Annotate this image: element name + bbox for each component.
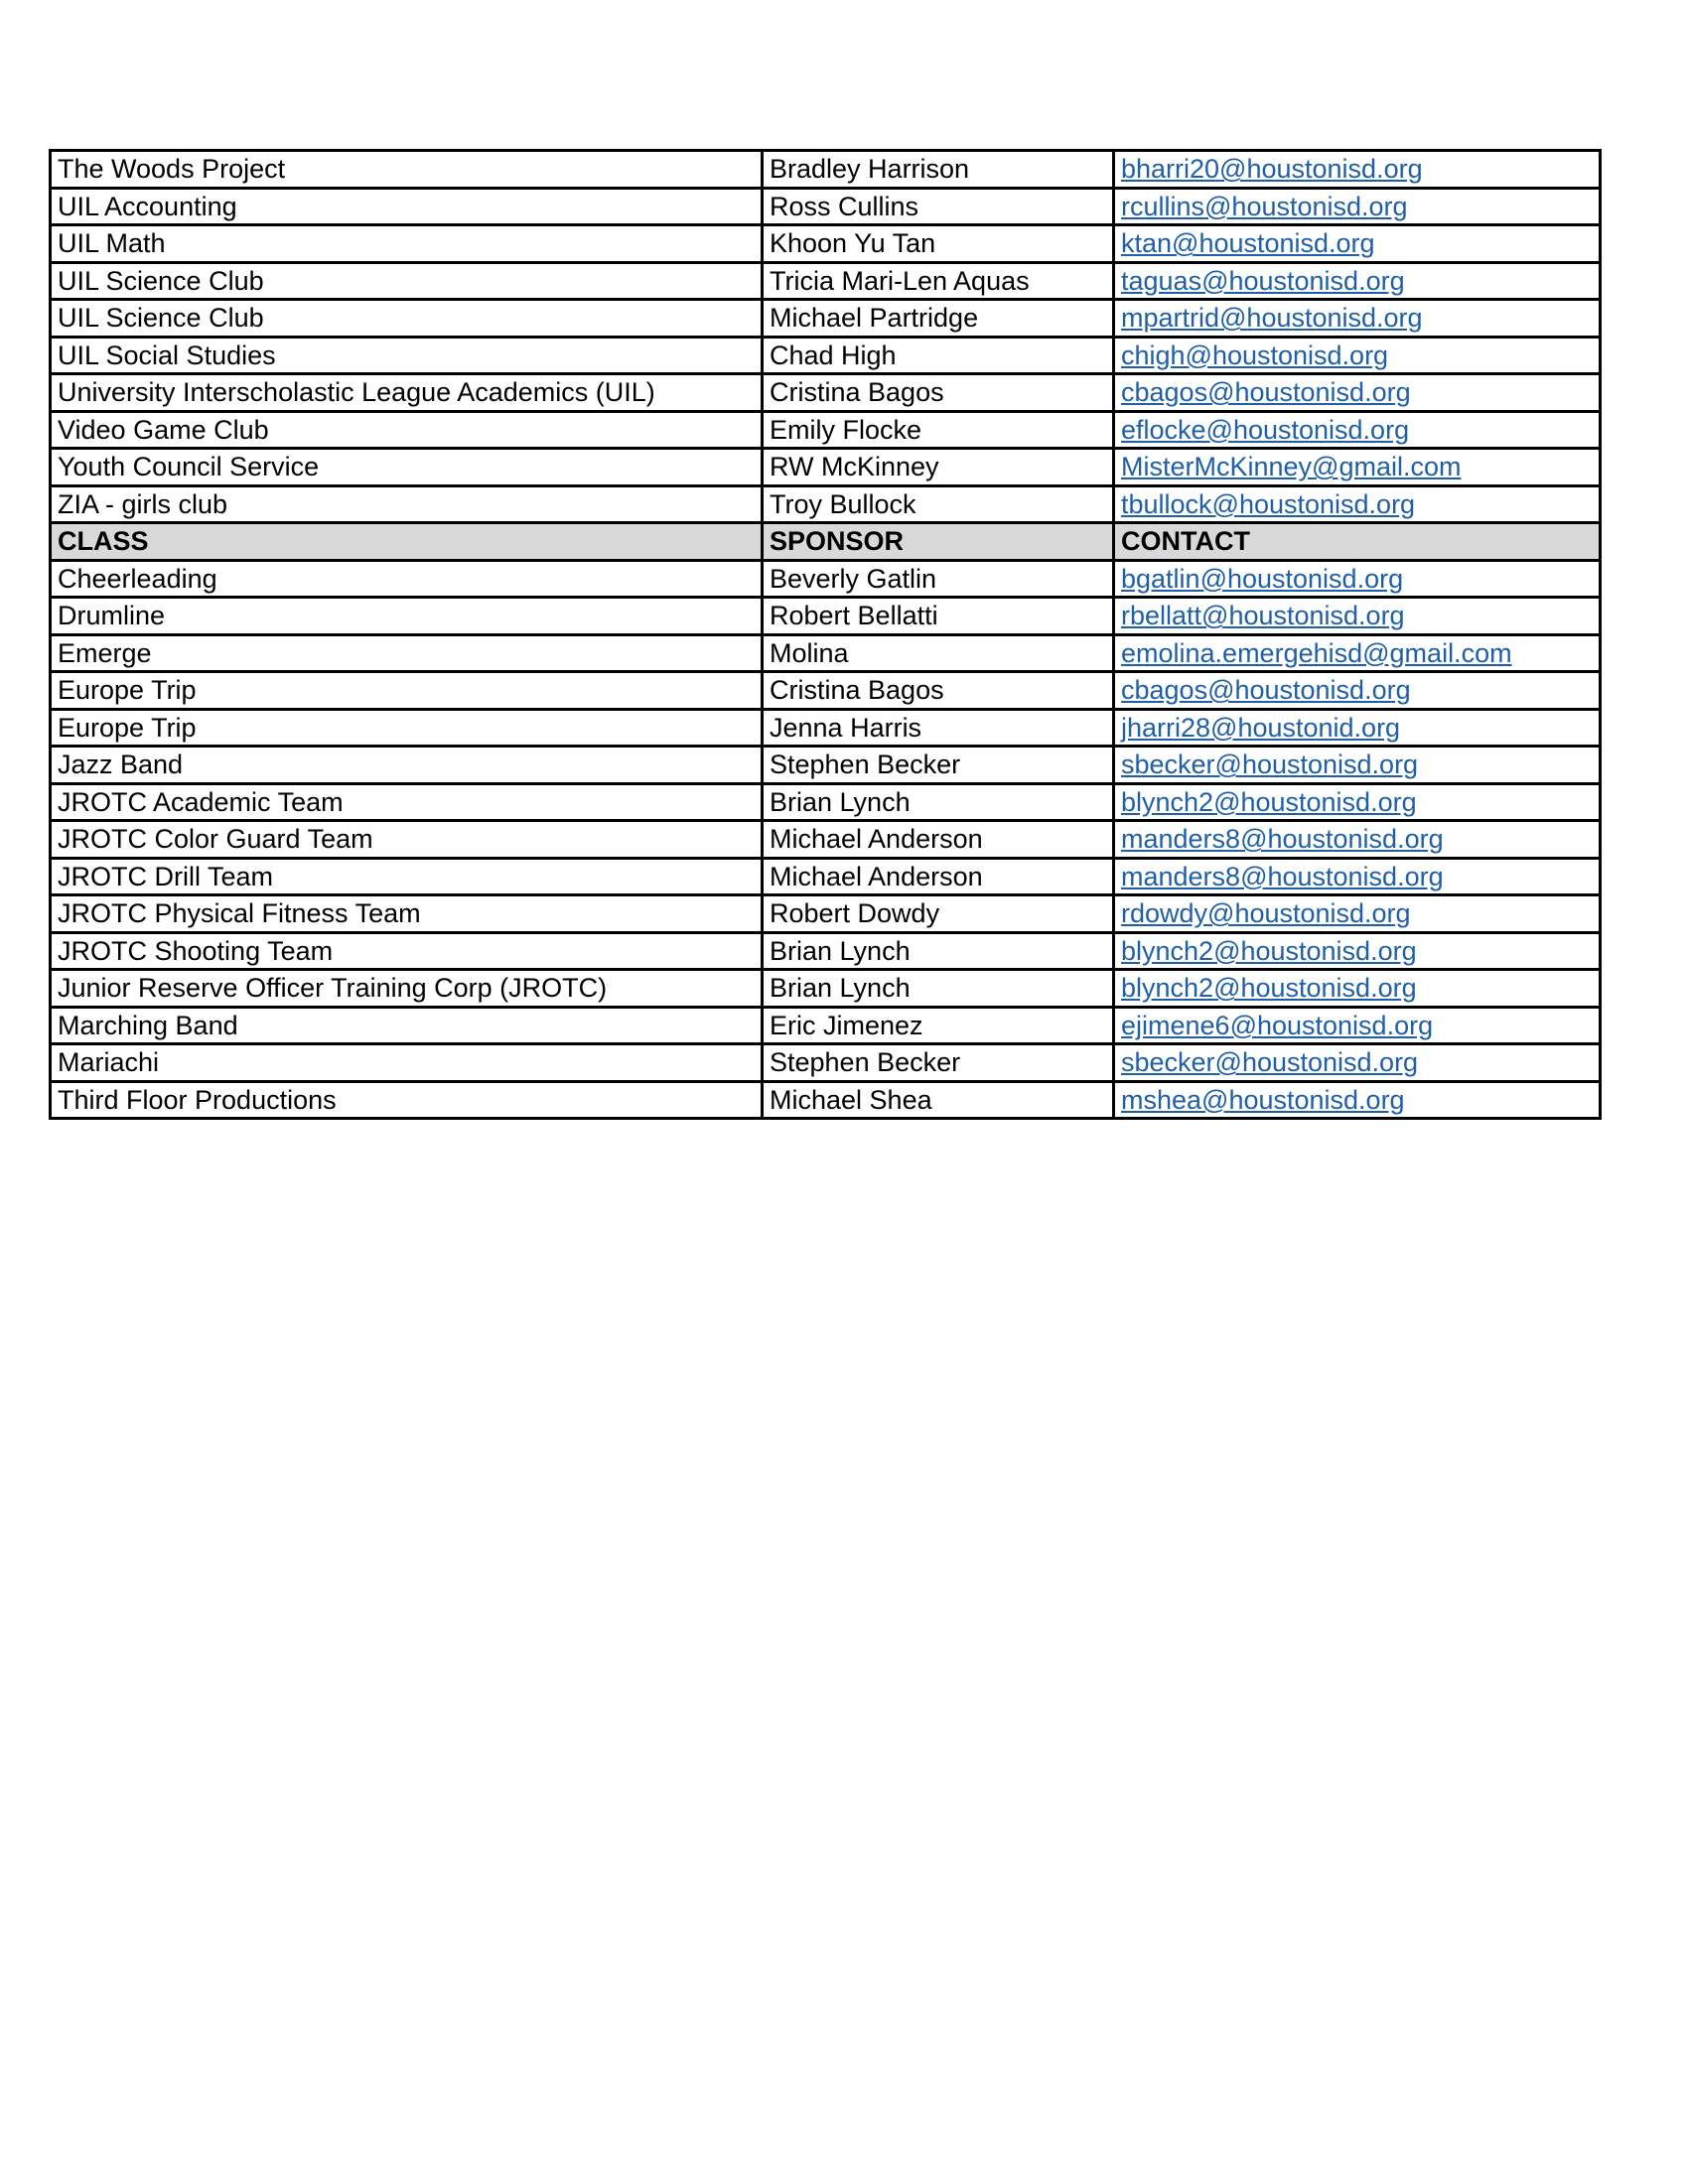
contact-cell	[1114, 598, 1601, 635]
table-row	[51, 300, 1601, 338]
email-link[interactable]: tbullock@houstonisd.org	[1121, 488, 1416, 519]
sponsor-cell: Ross Cullins	[763, 188, 1114, 225]
email-link[interactable]: jharri28@houstonid.org	[1121, 712, 1401, 743]
contact-cell	[1114, 709, 1601, 747]
email-link[interactable]: eflocke@houstonisd.org	[1121, 414, 1410, 445]
contact-cell	[1114, 783, 1601, 821]
table-row	[51, 634, 1601, 672]
sponsor-cell: Brian Lynch	[763, 783, 1114, 821]
sponsor-cell: Cristina Bagos	[763, 374, 1114, 412]
table-row	[51, 485, 1601, 523]
sponsor-cell: Robert Dowdy	[763, 895, 1114, 933]
contact-cell	[1114, 970, 1601, 1008]
table-row	[51, 1081, 1601, 1119]
email-link[interactable]: cbagos@houstonisd.org	[1121, 675, 1411, 706]
sponsor-cell: Eric Jimenez	[763, 1007, 1114, 1044]
contact-cell	[1114, 225, 1601, 263]
sponsor-contact-table	[49, 149, 1602, 1120]
class-name-cell: Youth Council Service	[51, 449, 763, 486]
class-name-cell: Mariachi	[51, 1044, 763, 1082]
sponsor-cell: Emily Flocke	[763, 411, 1114, 449]
contact-cell	[1114, 1081, 1601, 1119]
table-body	[51, 151, 1601, 1119]
contact-cell	[1114, 188, 1601, 225]
email-link[interactable]: bgatlin@houstonisd.org	[1121, 563, 1404, 594]
email-link[interactable]: ktan@houstonisd.org	[1121, 228, 1375, 259]
contact-cell	[1114, 374, 1601, 412]
sponsor-cell: Chad High	[763, 337, 1114, 374]
class-name-cell: Jazz Band	[51, 747, 763, 784]
class-name-cell: Junior Reserve Officer Training Corp (JROTC)	[51, 970, 763, 1008]
table-row	[51, 151, 1601, 189]
table-row	[51, 262, 1601, 300]
contact-cell	[1114, 858, 1601, 895]
email-link[interactable]: MisterMcKinney@gmail.com	[1121, 452, 1462, 482]
class-name-cell: UIL Science Club	[51, 300, 763, 338]
class-name-cell: Emerge	[51, 634, 763, 672]
table-row	[51, 449, 1601, 486]
sponsor-cell: Tricia Mari-Len Aquas	[763, 262, 1114, 300]
table-row	[51, 598, 1601, 635]
sponsor-cell: Brian Lynch	[763, 932, 1114, 970]
column-header-sponsor: SPONSOR	[763, 523, 1114, 561]
class-name-cell: JROTC Physical Fitness Team	[51, 895, 763, 933]
table-row	[51, 1007, 1601, 1044]
contact-cell	[1114, 560, 1601, 598]
class-name-cell: Drumline	[51, 598, 763, 635]
table-row	[51, 225, 1601, 263]
email-link[interactable]: rcullins@houstonisd.org	[1121, 191, 1408, 221]
email-link[interactable]: cbagos@houstonisd.org	[1121, 377, 1411, 408]
contact-cell	[1114, 411, 1601, 449]
table-row	[51, 709, 1601, 747]
table-row	[51, 374, 1601, 412]
sponsor-cell: Brian Lynch	[763, 970, 1114, 1008]
class-name-cell: Third Floor Productions	[51, 1081, 763, 1119]
email-link[interactable]: sbecker@houstonisd.org	[1121, 750, 1419, 780]
email-link[interactable]: bharri20@houstonisd.org	[1121, 154, 1423, 185]
class-name-cell: JROTC Shooting Team	[51, 932, 763, 970]
class-name-cell: Europe Trip	[51, 672, 763, 710]
sponsor-cell: Khoon Yu Tan	[763, 225, 1114, 263]
contact-cell	[1114, 634, 1601, 672]
class-name-cell: JROTC Color Guard Team	[51, 821, 763, 859]
email-link[interactable]: chigh@houstonisd.org	[1121, 340, 1389, 370]
contact-cell	[1114, 1044, 1601, 1082]
email-link[interactable]: mshea@houstonisd.org	[1121, 1084, 1405, 1115]
class-name-cell: UIL Math	[51, 225, 763, 263]
contact-cell	[1114, 262, 1601, 300]
email-link[interactable]: taguas@houstonisd.org	[1121, 265, 1405, 296]
contact-cell	[1114, 1007, 1601, 1044]
class-name-cell: Europe Trip	[51, 709, 763, 747]
class-name-cell: ZIA - girls club	[51, 485, 763, 523]
email-link[interactable]: blynch2@houstonisd.org	[1121, 786, 1417, 817]
contact-cell	[1114, 672, 1601, 710]
contact-cell	[1114, 821, 1601, 859]
email-link[interactable]: sbecker@houstonisd.org	[1121, 1047, 1419, 1078]
email-link[interactable]: mpartrid@houstonisd.org	[1121, 303, 1423, 334]
table-row	[51, 858, 1601, 895]
class-name-cell: UIL Science Club	[51, 262, 763, 300]
class-name-cell: Marching Band	[51, 1007, 763, 1044]
column-header-class: CLASS	[51, 523, 763, 561]
table-row	[51, 783, 1601, 821]
class-name-cell: UIL Accounting	[51, 188, 763, 225]
sponsor-cell: Troy Bullock	[763, 485, 1114, 523]
table-row	[51, 895, 1601, 933]
contact-cell	[1114, 895, 1601, 933]
table-row	[51, 970, 1601, 1008]
class-name-cell: UIL Social Studies	[51, 337, 763, 374]
sponsor-cell: Molina	[763, 634, 1114, 672]
sponsor-cell: Cristina Bagos	[763, 672, 1114, 710]
contact-cell	[1114, 485, 1601, 523]
email-link[interactable]: emolina.emergehisd@gmail.com	[1121, 637, 1512, 668]
sponsor-cell: Beverly Gatlin	[763, 560, 1114, 598]
sponsor-cell: Jenna Harris	[763, 709, 1114, 747]
class-name-cell: JROTC Academic Team	[51, 783, 763, 821]
sponsor-cell: Michael Partridge	[763, 300, 1114, 338]
class-name-cell: Video Game Club	[51, 411, 763, 449]
sponsor-cell: Michael Anderson	[763, 858, 1114, 895]
email-link[interactable]: ejimene6@houstonisd.org	[1121, 1010, 1434, 1040]
email-link[interactable]: rbellatt@houstonisd.org	[1121, 601, 1405, 631]
table-header-row	[51, 523, 1601, 561]
email-link[interactable]: rdowdy@houstonisd.org	[1121, 898, 1411, 929]
table-row	[51, 337, 1601, 374]
sponsor-cell: Robert Bellatti	[763, 598, 1114, 635]
table-row	[51, 821, 1601, 859]
table-row	[51, 411, 1601, 449]
class-name-cell: JROTC Drill Team	[51, 858, 763, 895]
table-row	[51, 932, 1601, 970]
email-link[interactable]: manders8@houstonisd.org	[1121, 861, 1444, 891]
class-name-cell: The Woods Project	[51, 151, 763, 189]
table-row	[51, 560, 1601, 598]
sponsor-cell: Stephen Becker	[763, 747, 1114, 784]
sponsor-cell: Michael Anderson	[763, 821, 1114, 859]
contact-cell	[1114, 449, 1601, 486]
column-header-contact: CONTACT	[1114, 523, 1601, 561]
contact-cell	[1114, 151, 1601, 189]
class-name-cell: Cheerleading	[51, 560, 763, 598]
sponsor-cell: Michael Shea	[763, 1081, 1114, 1119]
email-link[interactable]: manders8@houstonisd.org	[1121, 824, 1444, 855]
table-row	[51, 1044, 1601, 1082]
email-link[interactable]: blynch2@houstonisd.org	[1121, 935, 1417, 966]
table-row	[51, 672, 1601, 710]
class-name-cell: University Interscholastic League Academics (UIL)	[51, 374, 763, 412]
contact-cell	[1114, 300, 1601, 338]
contact-cell	[1114, 747, 1601, 784]
sponsor-cell: RW McKinney	[763, 449, 1114, 486]
sponsor-cell: Stephen Becker	[763, 1044, 1114, 1082]
email-link[interactable]: blynch2@houstonisd.org	[1121, 973, 1417, 1004]
contact-cell	[1114, 932, 1601, 970]
sponsor-cell: Bradley Harrison	[763, 151, 1114, 189]
contact-cell	[1114, 337, 1601, 374]
table-row	[51, 747, 1601, 784]
table-row	[51, 188, 1601, 225]
